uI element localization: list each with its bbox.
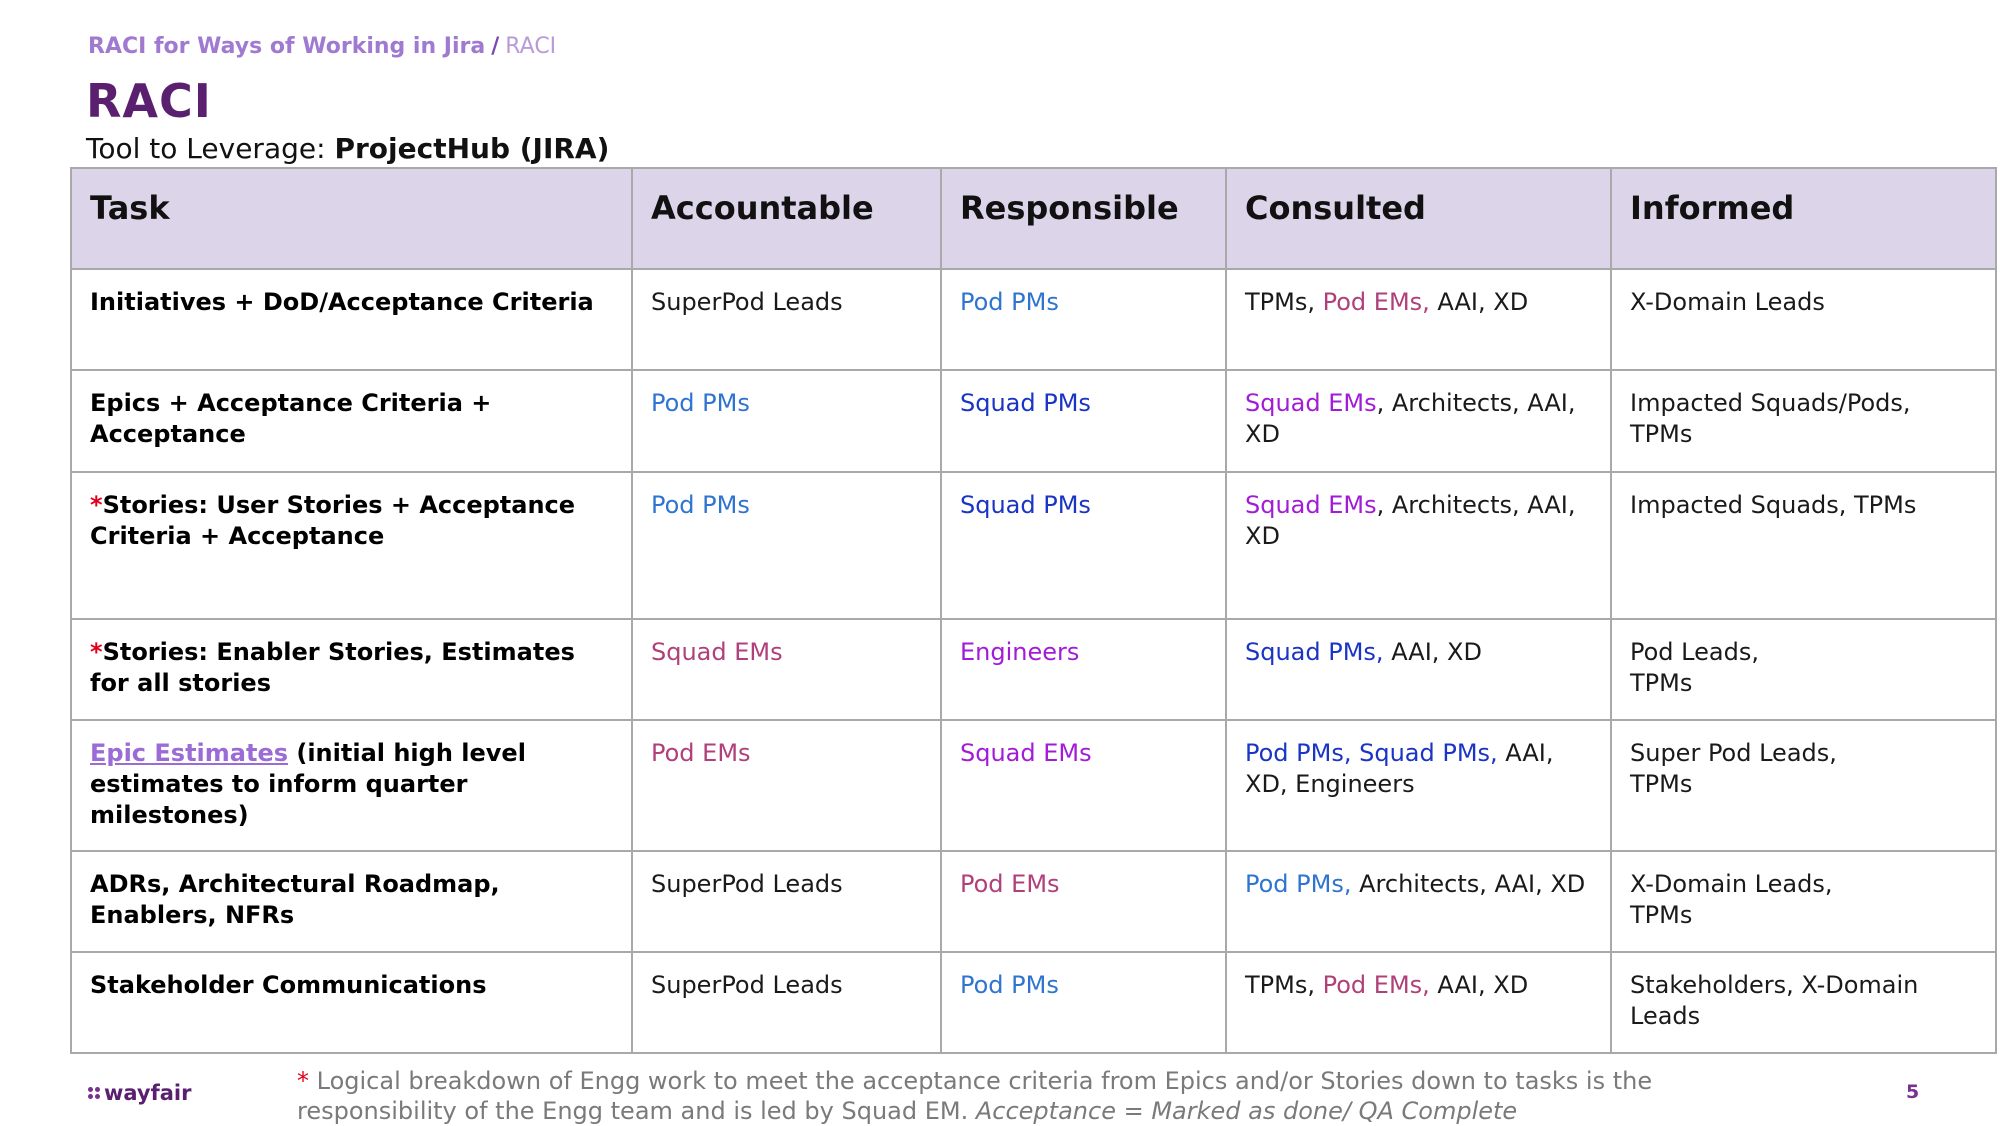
header-accountable: Accountable [632, 168, 941, 269]
consulted-cell [1226, 269, 1611, 370]
role-text: Squad EMs [960, 739, 1092, 767]
task-text: ADRs, Architectural Roadmap, Enablers, NFRs [90, 870, 500, 929]
role-text: AAI, XD [1383, 638, 1482, 666]
role-text: Pod PMs [960, 971, 1059, 999]
task-cell [71, 619, 632, 720]
role-text: Super Pod Leads, [1630, 739, 1837, 767]
informed-cell [1611, 851, 1996, 952]
role-text: Pod PMs [651, 491, 750, 519]
accountable-cell [632, 851, 941, 952]
breadcrumb-current: RACI [505, 34, 557, 59]
role-text: Impacted Squads, TPMs [1630, 491, 1917, 519]
table-row [71, 370, 1996, 472]
responsible-cell [941, 269, 1226, 370]
consulted-cell [1226, 851, 1611, 952]
task-text: (initial high level estimates to inform quarter milestones) [90, 739, 526, 829]
role-text: Squad PMs, [1245, 638, 1384, 666]
subtitle-prefix: Tool to Leverage: [86, 132, 326, 165]
consulted-cell [1226, 952, 1611, 1053]
role-text: Squad EMs [1245, 389, 1377, 417]
responsible-cell [941, 472, 1226, 619]
header-responsible: Responsible [941, 168, 1226, 269]
role-text: Impacted Squads/Pods, TPMs [1630, 389, 1911, 448]
footnote-text: Logical breakdown of Engg work to meet the acceptance criteria from Epics and/or Stories down to tasks is the responsibility of the Engg team and is led by Squad EM. [297, 1067, 1653, 1125]
informed-cell [1611, 472, 1996, 619]
footnote-asterisk: * [297, 1067, 309, 1095]
role-text: AAI, XD, Engineers [1245, 739, 1554, 798]
role-text: SuperPod Leads [651, 971, 843, 999]
table-row [71, 720, 1996, 851]
role-text: TPMs, [1245, 971, 1323, 999]
informed-cell [1611, 952, 1996, 1053]
role-text: Pod PMs, [1245, 870, 1352, 898]
task-text: Initiatives + DoD/Acceptance Criteria [90, 288, 594, 316]
task-cell [71, 472, 632, 619]
table-header-row [71, 168, 1996, 269]
role-text: Architects, AAI, XD [1351, 870, 1586, 898]
responsible-cell [941, 370, 1226, 472]
logo-text: wayfair [104, 1081, 192, 1105]
task-cell [71, 851, 632, 952]
page-number: 5 [1906, 1081, 1920, 1103]
task-cell [71, 952, 632, 1053]
role-text: Pod PMs [651, 389, 750, 417]
role-text: TPMs [1630, 901, 1693, 929]
informed-cell [1611, 269, 1996, 370]
role-text: Squad PMs [960, 491, 1091, 519]
wayfair-logo-icon [88, 1087, 100, 1099]
task-text: Stakeholder Communications [90, 971, 487, 999]
header-task: Task [71, 168, 632, 269]
responsible-cell [941, 619, 1226, 720]
responsible-cell [941, 952, 1226, 1053]
role-text: Squad EMs [651, 638, 783, 666]
table-row [71, 619, 1996, 720]
informed-cell [1611, 619, 1996, 720]
role-text: Pod PMs [960, 288, 1059, 316]
raci-table [70, 167, 1997, 1054]
role-text: Pod EMs [960, 870, 1060, 898]
role-text: Pod EMs [651, 739, 751, 767]
consulted-cell [1226, 720, 1611, 851]
accountable-cell [632, 619, 941, 720]
table-row [71, 269, 1996, 370]
table-row [71, 472, 1996, 619]
accountable-cell [632, 952, 941, 1053]
task-text: Stories: Enabler Stories, Estimates for all stories [90, 638, 575, 697]
consulted-cell [1226, 370, 1611, 472]
informed-cell [1611, 720, 1996, 851]
role-text: TPMs [1630, 770, 1693, 798]
role-text: X-Domain Leads, [1630, 870, 1833, 898]
asterisk-marker: * [90, 491, 103, 519]
subtitle-tool: ProjectHub (JIRA) [334, 132, 610, 165]
role-text: Squad EMs [1245, 491, 1377, 519]
accountable-cell [632, 370, 941, 472]
role-text: Squad PMs [960, 389, 1091, 417]
tool-subtitle [86, 132, 609, 165]
table-row [71, 851, 1996, 952]
header-consulted: Consulted [1226, 168, 1611, 269]
table-row [71, 952, 1996, 1053]
role-text: TPMs, [1245, 288, 1323, 316]
consulted-cell [1226, 472, 1611, 619]
breadcrumb-separator: / [491, 34, 500, 59]
accountable-cell [632, 720, 941, 851]
role-text: Stakeholders, X-Domain Leads [1630, 971, 1919, 1030]
accountable-cell [632, 472, 941, 619]
header-informed: Informed [1611, 168, 1996, 269]
page-title: RACI [86, 74, 212, 128]
accountable-cell [632, 269, 941, 370]
footnote-definition: Acceptance = Marked as done/ QA Complete [975, 1097, 1518, 1125]
informed-cell [1611, 370, 1996, 472]
role-text: Pod EMs, [1322, 971, 1430, 999]
breadcrumb [88, 34, 556, 59]
role-text: SuperPod Leads [651, 870, 843, 898]
responsible-cell [941, 851, 1226, 952]
task-cell [71, 370, 632, 472]
wayfair-logo [88, 1081, 191, 1105]
role-text: SuperPod Leads [651, 288, 843, 316]
consulted-cell [1226, 619, 1611, 720]
role-text: Pod Leads, [1630, 638, 1759, 666]
task-text: Stories: User Stories + Acceptance Criteria + Acceptance [90, 491, 576, 550]
footnote [297, 1066, 1757, 1126]
role-text: , Architects, AAI, XD [1245, 389, 1576, 448]
role-text: X-Domain Leads [1630, 288, 1825, 316]
role-text: , Architects, AAI, XD [1245, 491, 1576, 550]
task-cell [71, 720, 632, 851]
role-text: TPMs [1630, 669, 1693, 697]
task-text: Epics + Acceptance Criteria + Acceptance [90, 389, 492, 448]
role-text: AAI, XD [1429, 971, 1529, 999]
epic-estimates-link[interactable]: Epic Estimates [90, 739, 288, 767]
breadcrumb-parent[interactable]: RACI for Ways of Working in Jira [88, 34, 486, 59]
asterisk-marker: * [90, 638, 103, 666]
task-cell [71, 269, 632, 370]
responsible-cell [941, 720, 1226, 851]
role-text: AAI, XD [1429, 288, 1529, 316]
role-text: Pod EMs, [1322, 288, 1430, 316]
role-text: Engineers [960, 638, 1080, 666]
role-text: Pod PMs, Squad PMs, [1245, 739, 1498, 767]
